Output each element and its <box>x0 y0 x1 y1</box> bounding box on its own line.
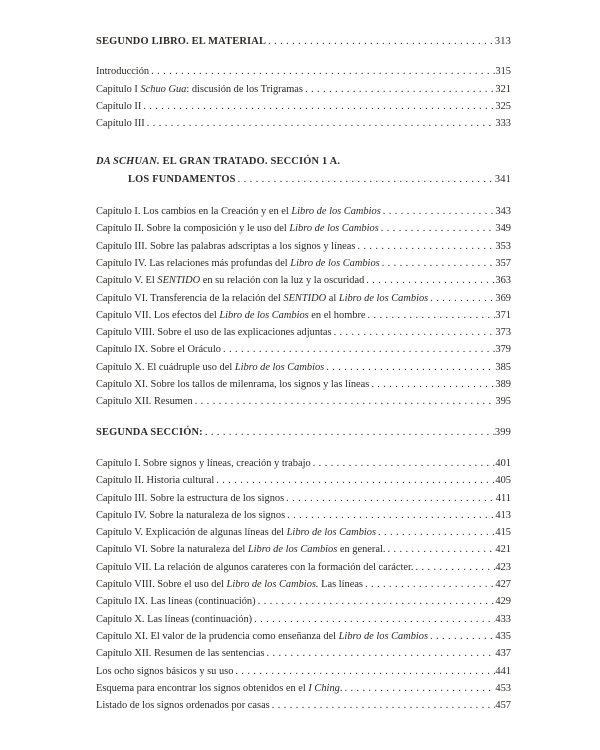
toc-heading <box>96 33 511 50</box>
entry-title-segment: Capítulo X. El cuádruple uso del <box>96 361 235 373</box>
dot-leader <box>205 424 495 441</box>
entry-title <box>96 576 365 593</box>
page-number: 325 <box>495 100 511 112</box>
entry-title-segment: Capítulo IX. Sobre el Oráculo <box>96 344 221 356</box>
entry-title-segment: LOS FUNDAMENTOS <box>128 173 236 185</box>
entry-title-italic-segment: SENTIDO <box>157 275 201 287</box>
entry-title-segment: al <box>326 292 339 304</box>
entry-title <box>96 645 267 662</box>
entry-title-segment: Capítulo XI. El valor de la prudencia como enseñanza del <box>96 630 339 642</box>
dot-leader <box>305 81 495 98</box>
dot-leader <box>387 541 495 558</box>
entry-title-segment: en su relación con la luz y la oscuridad <box>200 275 365 287</box>
toc-entry <box>96 81 511 98</box>
page-number: 421 <box>495 544 511 556</box>
dot-leader <box>371 376 495 393</box>
entry-title-segment: en general. <box>337 544 386 556</box>
toc-entry <box>96 220 511 237</box>
entry-title-segment: en el hombre <box>308 309 366 321</box>
entry-title <box>96 472 216 489</box>
page-number: 333 <box>495 118 511 130</box>
toc-section <box>96 153 511 188</box>
page-number: 349 <box>495 223 511 235</box>
entry-title <box>96 507 287 524</box>
toc-entry <box>96 490 511 507</box>
entry-title <box>96 341 223 358</box>
entry-title <box>96 455 313 472</box>
entry-title-segment: Capítulo III. Sobre las palabras adscriptas a los signos y líneas <box>96 240 356 252</box>
entry-title <box>96 33 268 50</box>
toc-entry <box>96 272 511 289</box>
entry-title-segment: Listado de los signos ordenados por casas <box>96 700 270 712</box>
page-number: 429 <box>495 596 511 608</box>
entry-title-segment: Capítulo I. Sobre signos y líneas, creación y trabajo <box>96 457 311 469</box>
entry-title-italic-segment: Libro de los Cambios <box>290 257 380 269</box>
page-number: 385 <box>495 361 511 373</box>
dot-leader <box>195 393 496 410</box>
dot-leader <box>147 115 496 132</box>
page-number: 389 <box>495 379 511 391</box>
dot-leader <box>378 524 495 541</box>
entry-title <box>96 255 382 272</box>
toc-entry <box>96 524 511 541</box>
dot-leader <box>357 238 495 255</box>
page-number: 423 <box>495 561 511 573</box>
dot-leader <box>368 307 496 324</box>
entry-title-italic-segment: I Ching <box>308 682 340 694</box>
entry-title-segment: Capítulo XI. Sobre los tallos de milenrama, los signos y las líneas <box>96 379 370 391</box>
page-number: 399 <box>494 426 511 438</box>
page-number: 435 <box>495 630 511 642</box>
entry-title <box>128 171 238 188</box>
page-number: 379 <box>495 344 511 356</box>
page-number: 395 <box>495 396 511 408</box>
dot-leader <box>235 663 495 680</box>
entry-title-italic-segment: Libro de los Cambios <box>286 527 377 539</box>
dot-leader <box>286 490 496 507</box>
dot-leader <box>326 359 495 376</box>
dot-leader <box>272 697 496 714</box>
dot-leader <box>216 472 495 489</box>
toc-section <box>96 33 511 50</box>
table-of-contents <box>96 33 511 714</box>
entry-title <box>96 272 366 289</box>
toc-heading <box>96 153 511 170</box>
dot-leader <box>381 220 496 237</box>
dot-leader <box>254 611 495 628</box>
dot-leader <box>143 98 495 115</box>
entry-title <box>96 593 258 610</box>
entry-title-segment: Capítulo VII. La relación de algunos carateres con la formación del carácter. <box>96 561 414 573</box>
entry-title-segment: . <box>339 682 343 694</box>
dot-leader <box>238 171 495 188</box>
toc-entry <box>96 255 511 272</box>
entry-title-segment: Capítulo XII. Resumen <box>96 396 193 408</box>
toc-entry <box>96 393 511 410</box>
toc-entry <box>96 663 511 680</box>
entry-title-italic-segment: Libro de los Cambios <box>289 223 379 235</box>
entry-title <box>96 680 344 697</box>
dot-leader <box>223 341 495 358</box>
entry-title-segment: Capítulo VII. Los efectos del <box>96 309 220 321</box>
toc-section <box>96 424 511 441</box>
entry-title <box>96 81 305 98</box>
entry-title <box>96 611 254 628</box>
toc-entry <box>96 472 511 489</box>
entry-title <box>96 238 357 255</box>
toc-entry <box>96 645 511 662</box>
entry-title <box>96 290 430 307</box>
page-number: 343 <box>495 206 511 218</box>
toc-entry <box>96 63 511 80</box>
page-number: 401 <box>495 457 511 469</box>
page-number: 405 <box>495 475 511 487</box>
dot-leader <box>267 645 496 662</box>
entry-title-segment: Introducción <box>96 66 150 78</box>
entry-title <box>96 115 147 132</box>
page-number: 315 <box>495 66 511 78</box>
page-number: 373 <box>495 327 511 339</box>
page-number: 357 <box>495 257 511 269</box>
entry-title-segment: Capítulo III. Sobre la estructura de los signos <box>96 492 285 504</box>
toc-entry <box>96 115 511 132</box>
page-number: 353 <box>495 240 511 252</box>
toc-entry <box>96 203 511 220</box>
toc-entry <box>96 611 511 628</box>
entry-title-segment: Capítulo V. El <box>96 275 158 287</box>
page-number: 341 <box>494 173 511 185</box>
entry-title-segment: Capítulo II <box>96 100 142 112</box>
dot-leader <box>287 507 495 524</box>
toc-entry <box>96 455 511 472</box>
entry-title <box>96 541 387 558</box>
page-number: 363 <box>495 275 511 287</box>
entry-title <box>96 524 378 541</box>
page-number: 437 <box>495 648 511 660</box>
dot-leader <box>151 63 495 80</box>
entry-title-italic-segment: DA SCHUAN. <box>96 156 160 168</box>
toc-section <box>96 63 511 132</box>
toc-entry <box>96 307 511 324</box>
entry-title <box>96 663 235 680</box>
dot-leader <box>430 290 495 307</box>
page-number: 433 <box>495 613 511 625</box>
dot-leader <box>366 272 495 289</box>
entry-title-italic-segment: Libro de los Cambios <box>219 309 309 321</box>
toc-entry <box>96 680 511 697</box>
entry-title-segment: Capítulo VIII. Sobre el uso de las explicaciones adjuntas <box>96 327 332 339</box>
dot-leader <box>415 559 495 576</box>
page-number: 411 <box>495 492 511 504</box>
page-number: 441 <box>495 665 511 677</box>
entry-title <box>96 203 383 220</box>
entry-title <box>96 559 415 576</box>
entry-title-segment: Esquema para encontrar los signos obtenidos en el <box>96 682 309 694</box>
entry-title-segment: Capítulo I <box>96 83 141 95</box>
toc-heading <box>96 171 511 188</box>
toc-entry <box>96 341 511 358</box>
entry-title-segment: Los ocho signos básicos y su uso <box>96 665 234 677</box>
entry-title-segment: Capítulo IV. Sobre la naturaleza de los signos <box>96 509 286 521</box>
entry-title-italic-segment: Libro de los Cambios <box>234 361 325 373</box>
toc-entry <box>96 324 511 341</box>
toc-entry <box>96 238 511 255</box>
entry-title-segment: Capítulo XII. Resumen de las sentencias <box>96 648 265 660</box>
entry-title-italic-segment: Schuo Gua <box>140 83 187 95</box>
entry-title-segment: Capítulo III <box>96 118 145 130</box>
dot-leader <box>313 455 496 472</box>
entry-title <box>96 98 143 115</box>
entry-title-segment: Capítulo VI. Sobre la naturaleza del <box>96 544 248 556</box>
page-number: 321 <box>495 83 511 95</box>
entry-title-italic-segment: Libro de los Cambios <box>247 544 338 556</box>
page-number: 371 <box>495 309 511 321</box>
toc-entry <box>96 628 511 645</box>
entry-title-italic-segment: SENTIDO <box>283 292 327 304</box>
entry-title <box>96 628 430 645</box>
entry-title-segment: Capítulo I. Los cambios en la Creación y en el <box>96 206 292 218</box>
page-number: 413 <box>495 509 511 521</box>
page-number: 415 <box>495 527 511 539</box>
entry-title-segment: EL GRAN TRATADO. SECCIÓN 1 A. <box>159 156 341 168</box>
toc-entry <box>96 559 511 576</box>
toc-entry <box>96 376 511 393</box>
toc-entry <box>96 290 511 307</box>
dot-leader <box>382 255 496 272</box>
entry-title <box>96 376 371 393</box>
entry-title <box>96 307 368 324</box>
entry-title-segment: SEGUNDO LIBRO. EL MATERIAL <box>96 36 267 47</box>
entry-title <box>96 63 151 80</box>
entry-title-segment: SEGUNDA SECCIÓN: <box>96 426 203 438</box>
dot-leader <box>365 576 495 593</box>
entry-title <box>96 220 381 237</box>
entry-title-segment: Capítulo IX. Las líneas (continuación) <box>96 596 256 608</box>
toc-section <box>96 455 511 714</box>
toc-entry <box>96 359 511 376</box>
entry-title-italic-segment: Libro de los Cambios. <box>226 579 319 591</box>
dot-leader <box>268 33 495 50</box>
page-number: 457 <box>495 700 511 712</box>
entry-title-italic-segment: Libro de los Cambios <box>338 292 429 304</box>
entry-title-italic-segment: Libro de los Cambios <box>291 206 381 218</box>
entry-title <box>96 393 195 410</box>
dot-leader <box>344 680 495 697</box>
toc-entry <box>96 593 511 610</box>
toc-entry <box>96 541 511 558</box>
entry-title-segment: : discusión de los Trigramas <box>186 83 303 95</box>
entry-title <box>96 153 342 170</box>
page-number: 427 <box>495 579 511 591</box>
toc-entry <box>96 98 511 115</box>
entry-title-segment: Capítulo V. Explicación de algunas líneas del <box>96 527 287 539</box>
page-number: 369 <box>495 292 511 304</box>
entry-title-italic-segment: Libro de los Cambios <box>338 630 429 642</box>
toc-entry <box>96 507 511 524</box>
entry-title-segment: Capítulo II. Historia cultural <box>96 475 215 487</box>
entry-title-segment: Capítulo VI. Transferencia de la relación del <box>96 292 284 304</box>
entry-title-segment: Capítulo VIII. Sobre el uso del <box>96 579 227 591</box>
dot-leader <box>430 628 495 645</box>
dot-leader <box>383 203 496 220</box>
entry-title <box>96 697 272 714</box>
toc-section <box>96 203 511 411</box>
entry-title-segment: Capítulo II. Sobre la composición y le uso del <box>96 223 290 235</box>
page-number: 453 <box>495 682 511 694</box>
dot-leader <box>334 324 496 341</box>
entry-title-segment: Capítulo X. Las líneas (continuación) <box>96 613 253 625</box>
toc-heading <box>96 424 511 441</box>
toc-entry <box>96 697 511 714</box>
entry-title-segment: Las líneas <box>318 579 363 591</box>
entry-title <box>96 490 286 507</box>
entry-title <box>96 324 334 341</box>
entry-title <box>96 359 326 376</box>
entry-title-segment: Capítulo IV. Las relaciones más profundas del <box>96 257 291 269</box>
entry-title <box>96 424 205 441</box>
dot-leader <box>258 593 496 610</box>
page-number: 313 <box>494 36 511 47</box>
toc-entry <box>96 576 511 593</box>
